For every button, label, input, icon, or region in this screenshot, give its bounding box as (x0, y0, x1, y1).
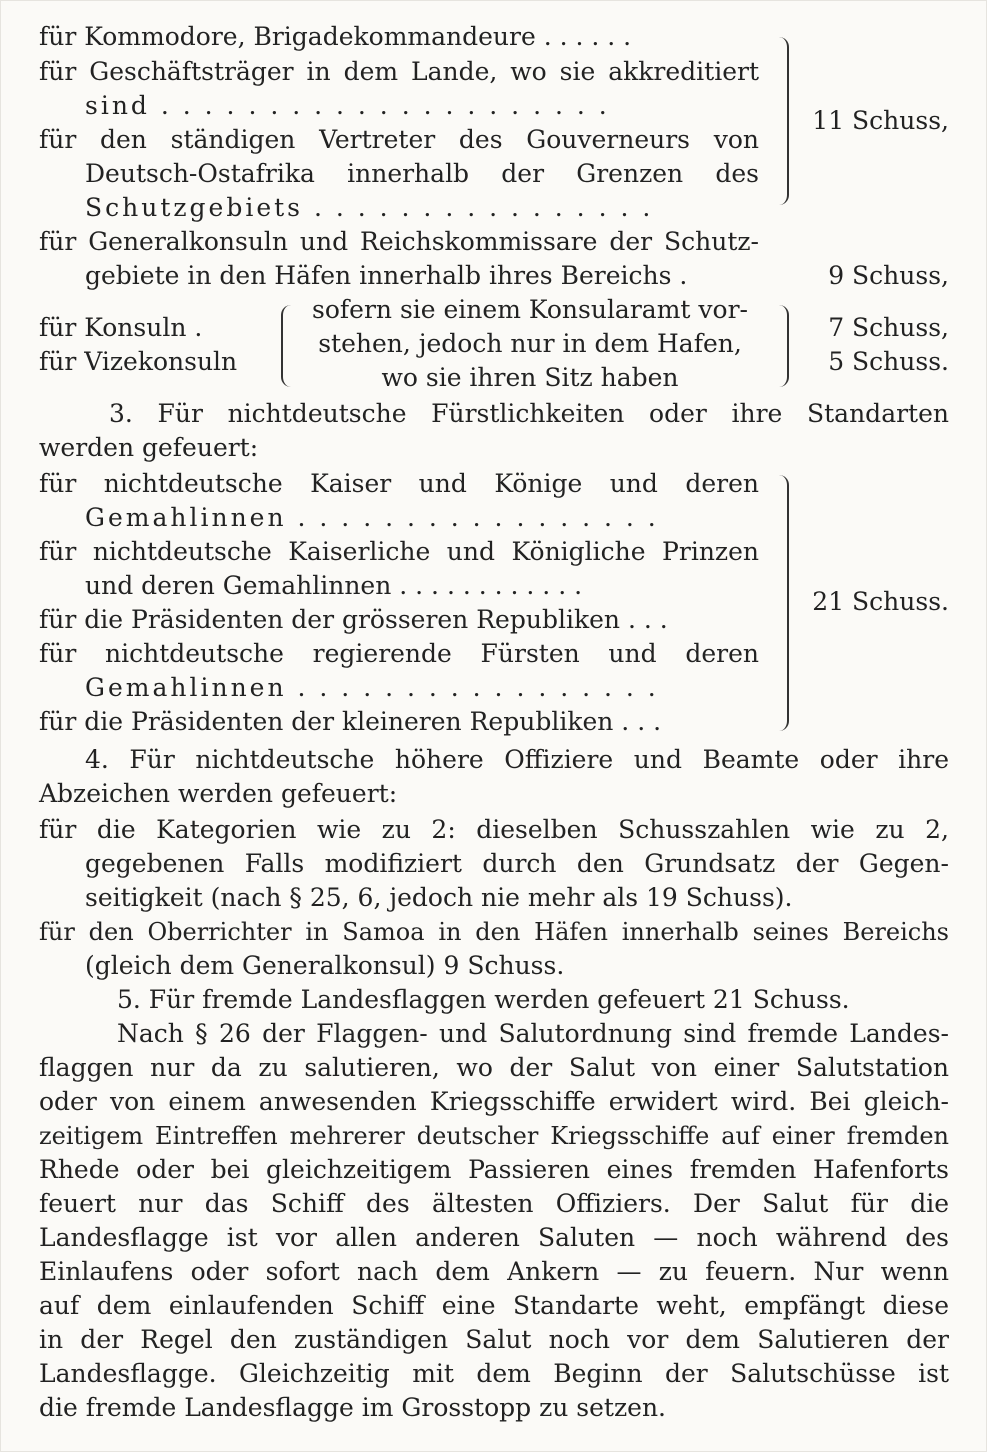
text-line: feuert nur das Schiff des ältesten Offiziers. Der Salut für die (39, 1189, 949, 1218)
section-heading: 3. Für nichtdeutsche Fürstlichkeiten oder ihre Standarten (109, 399, 949, 428)
text-line: für die Präsidenten der kleineren Republiken . . . (39, 707, 662, 736)
text-line: für die Kategorien wie zu 2: dieselben Schusszahlen wie zu 2, (39, 815, 949, 844)
text-line: und deren Gemahlinnen . . . . . . . . . . . . (85, 571, 583, 600)
text-line: für Vizekonsuln (39, 347, 238, 376)
text-line: für nichtdeutsche Kaiser und Könige und deren (39, 469, 759, 498)
section-heading: werden gefeuert: (39, 433, 259, 462)
text-line: gegebenen Falls modifiziert durch den Grundsatz der Gegen- (85, 849, 949, 878)
text-line: Landesflagge ist vor allen anderen Saluten — noch während des (39, 1223, 949, 1252)
shot-count: 11 Schuss, (812, 106, 949, 135)
text-line: für Kommodore, Brigadekommandeure . . . . . . (39, 22, 632, 51)
right-brace (773, 37, 789, 205)
section-heading: 5. Für fremde Landesflaggen werden gefeuert 21 Schuss. (117, 985, 850, 1014)
text-line: Landesflagge. Gleichzeitig mit dem Beginn der Salutschüsse ist (39, 1359, 949, 1388)
left-brace (281, 305, 295, 387)
text-line: für den ständigen Vertreter des Gouverneurs von (39, 125, 759, 154)
text-line: Nach § 26 der Flaggen- und Salutordnung sind fremde Landes- (117, 1019, 949, 1048)
shot-count: 9 Schuss, (828, 261, 949, 290)
text-line: flaggen nur da zu salutieren, wo der Salut von einer Salutstation (39, 1053, 949, 1082)
right-brace (773, 475, 789, 731)
text-line: sofern sie einem Konsularamt vor- (312, 295, 748, 324)
text-line: für Generalkonsuln und Reichskommissare der Schutz- (39, 227, 759, 256)
text-line: oder von einem anwesenden Kriegsschiffe erwidert wird. Bei gleich- (39, 1087, 949, 1116)
text-line: für den Oberrichter in Samoa in den Häfen innerhalb seines Bereichs (39, 918, 949, 946)
text-line: für die Präsidenten der grösseren Republiken . . . (39, 605, 668, 634)
text-line: für nichtdeutsche Kaiserliche und Königliche Prinzen (39, 537, 759, 566)
text-line: für nichtdeutsche regierende Fürsten und deren (39, 639, 759, 668)
text-line: Gemahlinnen . . . . . . . . . . . . . . . . . (85, 503, 659, 532)
text-line: gebiete in den Häfen innerhalb ihres Bereichs . (85, 261, 688, 290)
text-line: Schutzgebiets . . . . . . . . . . . . . . . . (85, 193, 654, 222)
shot-count: 21 Schuss. (812, 587, 949, 616)
text-line: auf dem einlaufenden Schiff eine Standarte weht, empfängt diese (39, 1291, 949, 1320)
text-line: Abzeichen werden gefeuert: (39, 779, 398, 808)
text-line: wo sie ihren Sitz haben (381, 363, 679, 392)
text-line: seitigkeit (nach § 25, 6, jedoch nie mehr als 19 Schuss). (85, 883, 793, 912)
text-line: Rhede oder bei gleichzeitigem Passieren eines fremden Hafenforts (39, 1155, 949, 1184)
shot-count: 7 Schuss, (828, 313, 949, 342)
section-heading: 4. Für nichtdeutsche höhere Offiziere und Beamte oder ihre (85, 745, 949, 774)
condition-text (297, 293, 763, 395)
text-line: Gemahlinnen . . . . . . . . . . . . . . . . . (85, 673, 659, 702)
text-line: (gleich dem Generalkonsul) 9 Schuss. (85, 951, 565, 980)
text-line: in der Regel den zuständigen Salut noch vor dem Salutieren der (39, 1325, 949, 1354)
shot-count: 5 Schuss. (828, 347, 949, 376)
text-line: Einlaufens oder sofort nach dem Ankern — zu feuern. Nur wenn (39, 1257, 949, 1286)
text-line: stehen, jedoch nur in dem Hafen, (318, 329, 742, 358)
text-line: die fremde Landesflagge im Grosstopp zu setzen. (39, 1393, 666, 1422)
text-line: zeitigem Eintreffen mehrerer deutscher Kriegsschiffe auf einer fremden (39, 1122, 949, 1150)
text-line: Deutsch-Ostafrika innerhalb der Grenzen des (85, 159, 759, 188)
right-brace (773, 305, 789, 387)
text-line: für Geschäftsträger in dem Lande, wo sie akkreditiert (39, 57, 759, 86)
text-line: sind . . . . . . . . . . . . . . . . . . . . . (85, 91, 610, 120)
text-line: für Konsuln . (39, 313, 203, 342)
